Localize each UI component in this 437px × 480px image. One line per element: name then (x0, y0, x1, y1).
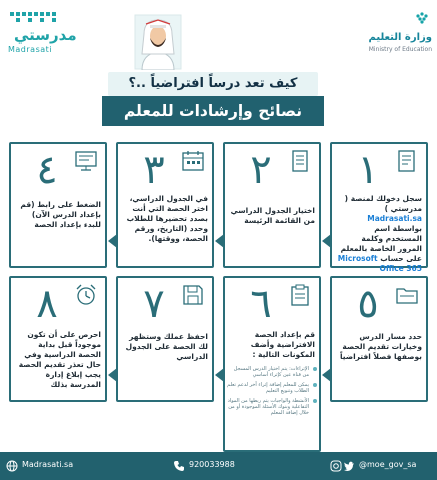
step-text: الضغط على رابط (قم بإعداد الدرس الآن) للبدء بإعداد الحصة (20, 200, 101, 229)
document-icon (287, 148, 313, 174)
step-text: في الجدول الدراسي، اختر الحصة التي أنت بصدد تحضيرها للطلاب وحدد (التاريخ، ورقم الحصة، ووقتها). (126, 194, 208, 243)
step-text: حدد مسار الدرس وخيارات تقديم الحصة بوصفها فصلاً افتراضياً (339, 332, 422, 361)
step-number: ٣ (132, 148, 176, 192)
step-number: ٦ (239, 282, 283, 326)
title-question: كيف تعد درساً افتراضياً ..؟ (108, 72, 318, 96)
footer-website[interactable]: Madrasati.sa (22, 460, 74, 469)
teacher-avatar (134, 14, 182, 70)
step-card-3 (116, 142, 214, 268)
globe-icon (6, 460, 18, 472)
clipboard-icon (287, 282, 313, 308)
step-bullets (227, 366, 317, 420)
document-icon (394, 148, 420, 174)
step-number: ٤ (25, 148, 69, 192)
office365-link[interactable]: Microsoft Office 365 (337, 254, 422, 273)
arrow-left-icon (322, 234, 332, 248)
calendar-icon (180, 148, 206, 174)
madrasati-pixels-icon (4, 10, 74, 26)
step-text: سجل دخولك لمنصة ( مدرستي ) Madrasati.sa بواسطة اسم المستخدم وكلمة المرور الخاصة بالمعلم على حساب Microsoft Office 365 (337, 194, 422, 273)
madrasati-name-ar: مدرستي (14, 26, 77, 44)
step-card-5 (330, 276, 428, 402)
arrow-left-icon (215, 368, 225, 382)
save-icon (180, 282, 206, 308)
bullet-item: يمكن للمعلم إضافة إثراء آخر لدعم تعلم الطلاب وتنويع التعليم (227, 382, 317, 395)
alarm-clock-icon (73, 282, 99, 308)
page-title: نصائح وإرشادات للمعلم (102, 96, 324, 126)
twitter-icon (343, 460, 355, 472)
step-card-7 (116, 276, 214, 402)
step-card-2 (223, 142, 321, 268)
folder-icon (394, 282, 420, 308)
step-text: اختيار الجدول الدراسي من القائمة الرئيسة (230, 206, 315, 225)
arrow-left-icon (108, 368, 118, 382)
step-number: ٧ (132, 282, 176, 326)
arrow-left-icon (215, 234, 225, 248)
madrasati-link[interactable]: Madrasati.sa (367, 214, 422, 223)
phone-icon (173, 460, 185, 472)
step-card-6 (223, 276, 321, 452)
madrasati-name-en: Madrasati (8, 45, 53, 54)
step-card-8 (9, 276, 107, 402)
bullet-item: الإثراءات: يتم اختيار الدرس المسجل من قناة عين كإثراء أساسي (227, 366, 317, 379)
instagram-icon (330, 460, 342, 472)
step-text: احرص على أن تكون موجوداً قبل بداية الحصة الدراسية وفي حال تعذر تقديم الحصة يجب إبلاغ إدارة المدرسة بذلك (18, 330, 101, 389)
step-text: احفظ عملك وستظهر لك الحصة على الجدول الدراسي (125, 332, 208, 361)
arrow-left-icon (322, 368, 332, 382)
step-number: ١ (346, 148, 390, 192)
madrasati-logo (4, 10, 77, 56)
step-card-1 (330, 142, 428, 273)
bullet-item: الأنشطة والواجبات يتم ربطها من المواد التفاعلية وبنوك الأسئلة الموجودة أو من خلال إضافة المعلم (227, 398, 317, 417)
step-number: ٨ (25, 282, 69, 326)
footer-bar (0, 452, 437, 480)
footer-social[interactable]: @moe_gov_sa (359, 460, 417, 469)
ministry-logo (360, 8, 432, 60)
step-number: ٥ (346, 282, 390, 326)
step-number: ٢ (239, 148, 283, 192)
screen-icon (73, 148, 99, 174)
step-text: قم بإعداد الحصة الافتراضية وأضف المكونات التالية : (250, 330, 315, 359)
footer-phone[interactable]: 920033988 (189, 460, 235, 469)
step-card-4 (9, 142, 107, 268)
ministry-name-en: Ministry of Education (368, 46, 432, 53)
ministry-name-ar: وزارة التعليم (368, 32, 432, 43)
arrow-left-icon (108, 234, 118, 248)
